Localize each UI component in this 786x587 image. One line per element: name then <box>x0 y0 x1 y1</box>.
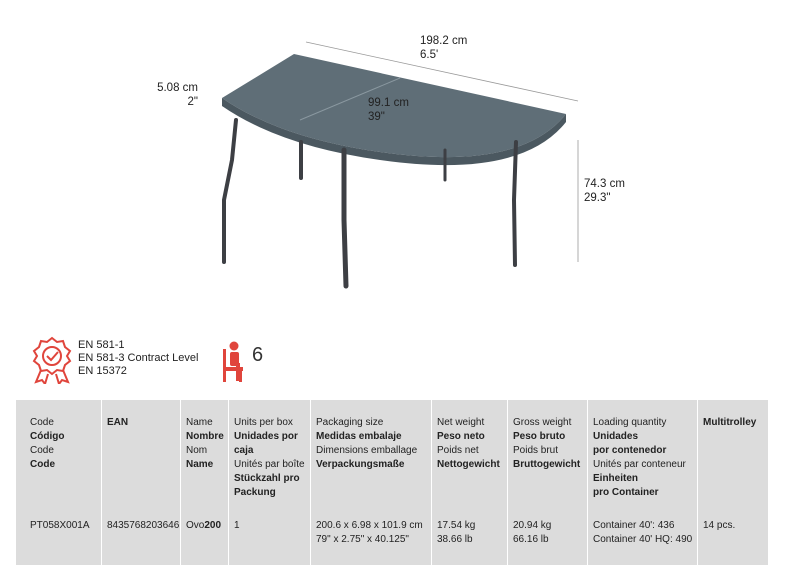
header-label: por contenedor <box>593 445 667 456</box>
header-label: pro Container <box>593 487 659 498</box>
header-label: Loading quantity <box>593 417 667 428</box>
header-label: Name <box>186 459 214 470</box>
header-label: Multitrolley <box>703 417 757 428</box>
header-label: Dimensions emballage <box>316 445 418 456</box>
column-loading <box>587 400 697 565</box>
header-label: Net weight <box>437 417 485 428</box>
height-label: 74.3 cm 29.3" <box>584 178 625 204</box>
table-leg <box>514 142 516 265</box>
packaging-value <box>316 519 423 547</box>
header-label: Stückzahl pro <box>234 473 300 484</box>
header-label: Unités par conteneur <box>593 459 686 470</box>
certification-item: EN 581-3 Contract Level <box>78 352 199 364</box>
gross-weight-kg: 20.94 kg <box>513 520 552 531</box>
header-label: Gross weight <box>513 417 572 428</box>
gross-weight-value <box>513 519 551 547</box>
table-leg <box>224 120 236 262</box>
column-gross-weight <box>507 400 587 565</box>
length-label: 198.2 cm 6.5' <box>420 35 468 61</box>
header-label: Poids net <box>437 445 479 456</box>
table-leg <box>344 150 346 286</box>
name-value <box>186 519 221 533</box>
loading-container-40: Container 40': 436 <box>593 520 675 531</box>
seat-count: 6 <box>252 344 264 366</box>
seated-person-icon <box>221 341 247 383</box>
header-label: Code <box>30 459 55 470</box>
depth-label: 99.1 cm 39" <box>368 97 409 123</box>
name-prefix: Ovo <box>186 520 205 531</box>
net-weight-value <box>437 519 475 547</box>
header-label: Code <box>30 417 54 428</box>
header-label: Peso bruto <box>513 431 566 442</box>
header-label: Unidades <box>593 431 639 442</box>
loading-container-40hq: Container 40' HQ: 490 <box>593 534 693 545</box>
units-value: 1 <box>234 520 240 531</box>
ean-value: 8435768203646 <box>107 520 180 531</box>
column-packaging <box>310 400 431 565</box>
header-label: caja <box>234 445 254 456</box>
header-label: Einheiten <box>593 473 639 484</box>
header-label: Name <box>186 417 213 428</box>
certification-item: EN 15372 <box>78 365 127 377</box>
gross-weight-lb: 66.16 lb <box>513 534 549 545</box>
header-label: Units per box <box>234 417 293 428</box>
column-ean <box>101 400 180 565</box>
header-label: Code <box>30 445 54 456</box>
packaging-metric: 200.6 x 6.98 x 101.9 cm <box>316 520 423 531</box>
column-units <box>228 400 310 565</box>
name-model: 200 <box>204 520 222 531</box>
header-label: Unités par boîte <box>234 459 305 470</box>
spec-table <box>16 400 768 565</box>
column-code <box>16 400 101 565</box>
header-label: Medidas embalaje <box>316 431 402 442</box>
header-label: Nettogewicht <box>437 459 500 470</box>
loading-value <box>593 519 692 547</box>
header-label: Nom <box>186 445 208 456</box>
header-label: Poids brut <box>513 445 559 456</box>
certificate-badge-icon <box>32 336 72 384</box>
net-weight-lb: 38.66 lb <box>437 534 473 545</box>
column-trolley <box>697 400 768 565</box>
header-label: Nombre <box>186 431 224 442</box>
header-label: Bruttogewicht <box>513 459 581 470</box>
net-weight-kg: 17.54 kg <box>437 520 476 531</box>
column-name <box>180 400 228 565</box>
certifications-block <box>32 336 332 386</box>
trolley-value: 14 pcs. <box>703 520 736 531</box>
header-label: Packung <box>234 487 276 498</box>
certification-item: EN 581-1 <box>78 339 125 351</box>
thickness-label: 5.08 cm 2" <box>157 82 198 108</box>
code-value: PT058X001A <box>30 520 90 531</box>
header-label: Código <box>30 431 65 442</box>
column-net-weight <box>431 400 507 565</box>
header-label: Packaging size <box>316 417 384 428</box>
header-label: Verpackungsmaße <box>316 459 405 470</box>
header-label: Peso neto <box>437 431 485 442</box>
packaging-imperial: 79" x 2.75" x 40.125" <box>316 534 409 545</box>
header-label: Unidades por <box>234 431 298 442</box>
header-label: EAN <box>107 417 129 428</box>
